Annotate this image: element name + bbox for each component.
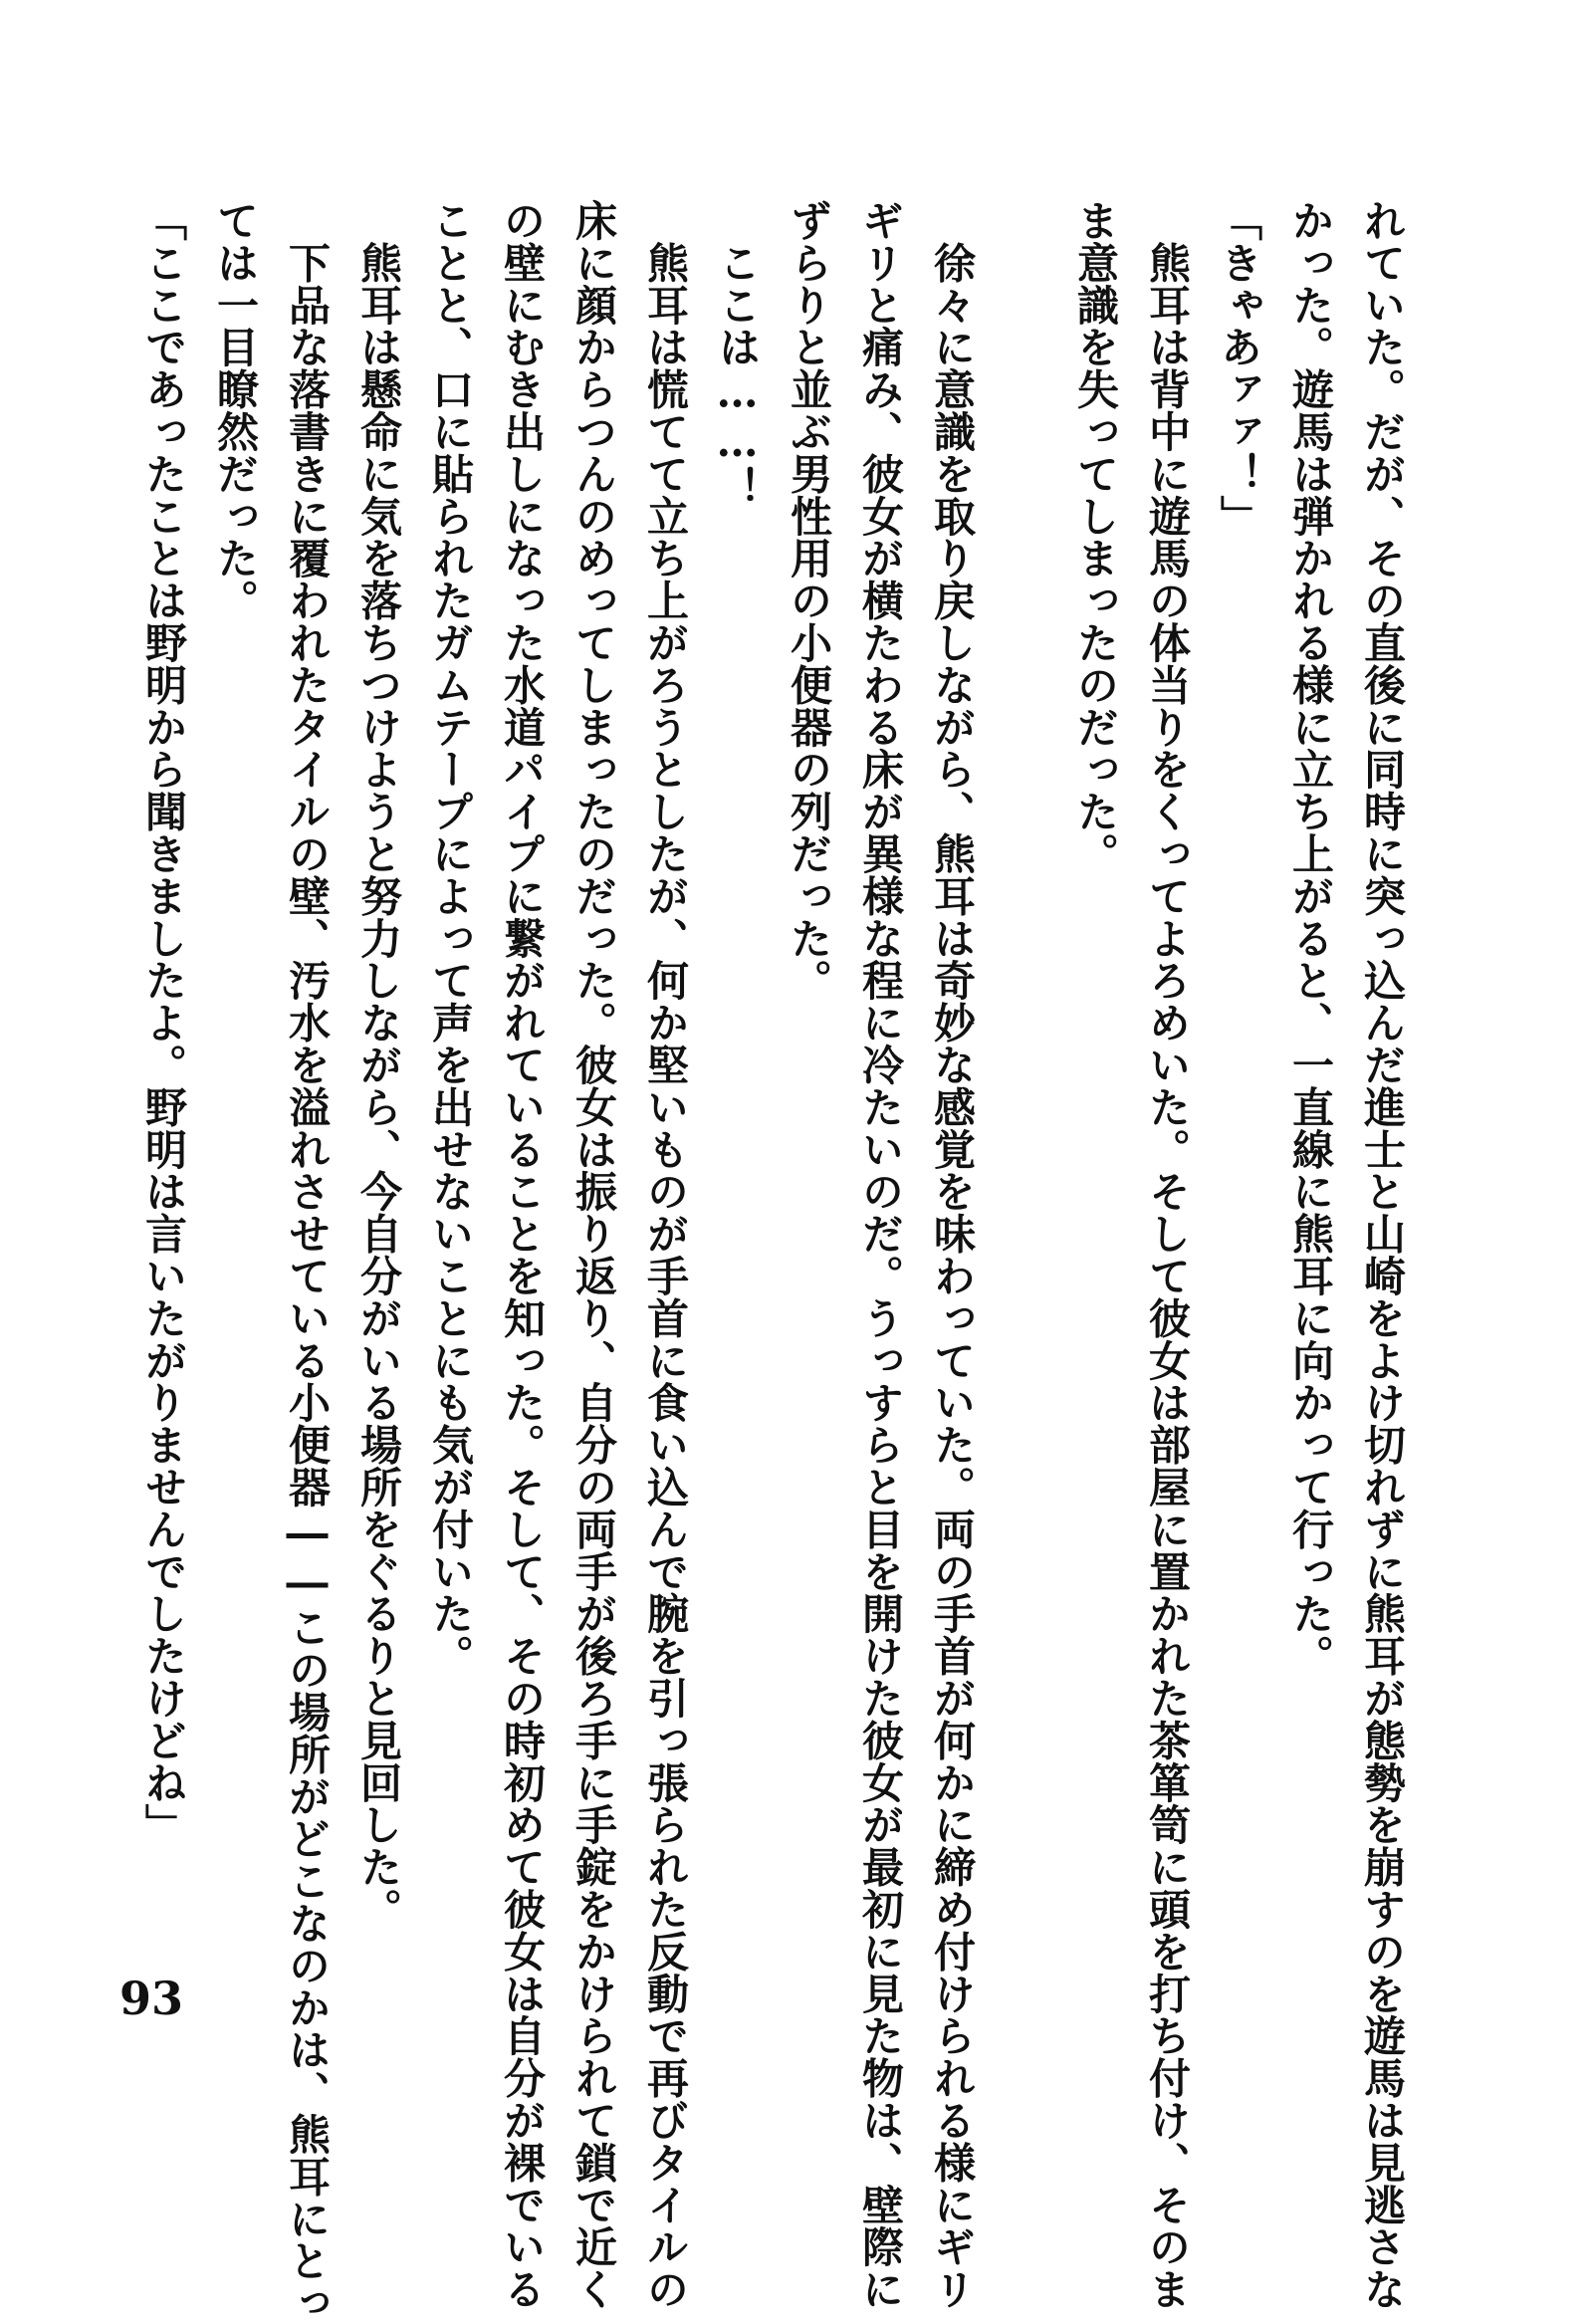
text-line: 熊耳は懸命に気を落ちつけようと努力しながら、今自分がいる場所をぐるりと見回した。 (354, 199, 403, 1931)
text-line: の壁にむき出しになった水道パイプに繋がれていることを知った。そして、その時初めて彼女は自分が裸でいる (498, 199, 547, 2310)
text-line: 床に顔からつんのめってしまったのだった。彼女は振り返り、自分の両手が後ろ手に手錠をかけられて鎖で近く (569, 199, 618, 2310)
text-line: 熊耳は慌てて立ち上がろうとしたが、何か堅いものが手首に食い込んで腕を引っ張られた反動で再びタイルの (641, 199, 690, 2310)
text-line: ことと、口に貼られたガムテープによって声を出せないことにも気が付いた。 (426, 199, 475, 1677)
text-line: ては一目瞭然だった。 (211, 199, 260, 621)
text-line: 徐々に意識を取り戻しながら、熊耳は奇妙な感覚を味わっていた。両の手首が何かに締め付けられる様にギリ (928, 199, 977, 2310)
text-line: 「ここであったことは野明から聞きましたよ。野明は言いたがりませんでしたけどね」 (139, 199, 188, 1846)
text-line: かった。遊馬は弾かれる様に立ち上がると、一直線に熊耳に向かって行った。 (1286, 199, 1335, 1677)
text-line: ま意識を失ってしまったのだった。 (1071, 199, 1120, 875)
text-line: ギリと痛み、彼女が横たわる床が異様な程に冷たいのだ。うっすらと目を開けた彼女が最初に見た物は、壁際に (856, 199, 905, 2310)
text-line: 下品な落書きに覆われたタイルの壁、汚水を溢れさせている小便器――この場所がどこなのかは、熊耳にとっ (283, 199, 332, 2324)
page-number: 93 (119, 1972, 184, 2025)
text-line: れていた。だが、その直後に同時に突っ込んだ進士と山崎をよけ切れずに熊耳が態勢を崩すのを遊馬は見逃さな (1358, 199, 1407, 2310)
text-line: ずらりと並ぶ男性用の小便器の列だった。 (785, 199, 833, 1002)
text-line: 「きゃあァァ！」 (1215, 199, 1263, 538)
text-line: ここは……！ (713, 199, 762, 509)
text-line: 熊耳は背中に遊馬の体当りをくってよろめいた。そして彼女は部屋に置かれた茶箪笥に頭を打ち付け、そのま (1143, 199, 1192, 2310)
